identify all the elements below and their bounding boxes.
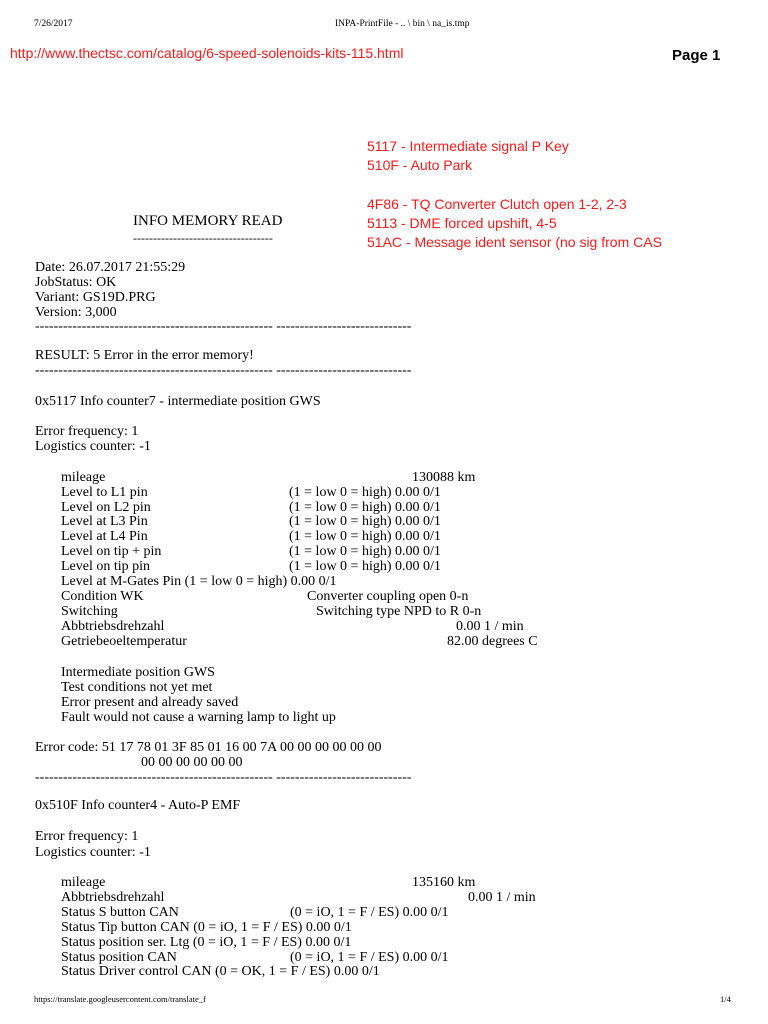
error1-row-value: (1 = low 0 = high) 0.00 0/1 [289,485,441,500]
error1-row-value: (1 = low 0 = high) 0.00 0/1 [289,544,441,559]
condition-line: Intermediate position GWS [61,665,215,680]
notes-group-2 [367,195,662,252]
notes-group-1 [367,137,569,175]
error1-row-value: (1 = low 0 = high) 0.00 0/1 [289,514,441,529]
error2-logistics: Logistics counter: -1 [35,845,151,860]
error1-row-value: 130088 km [412,470,476,485]
error2-frequency: Error frequency: 1 [35,829,139,844]
error2-row-value: 0.00 1 / min [468,890,536,905]
separator: --------------------------------------------------- ----------------------------- [35,770,412,785]
error1-row-label: Level on L2 pin [61,500,151,515]
info-date: Date: 26.07.2017 21:55:29 [35,260,186,275]
doc-heading: INFO MEMORY READ [133,213,283,229]
error2-row-value: (0 = iO, 1 = F / ES) 0.00 0/1 [290,950,449,965]
job-info [35,260,185,320]
error1-row-value: 0.00 1 / min [456,619,524,634]
error2-row-value: 135160 km [412,875,476,890]
error2-row-label: Abbtriebsdrehzahl [61,890,165,905]
error1-row-label: Level to L1 pin [61,485,148,500]
error1-row-label: Level at M-Gates Pin (1 = low 0 = high) 0.00 0/1 [61,574,337,589]
error2-title: 0x510F Info counter4 - Auto-P EMF [35,798,241,813]
error2-row-value: (0 = iO, 1 = F / ES) 0.00 0/1 [290,905,449,920]
error1-row-label: Level on tip pin [61,559,151,574]
error1-row-value: (1 = low 0 = high) 0.00 0/1 [289,529,441,544]
error1-row-value: (1 = low 0 = high) 0.00 0/1 [289,559,441,574]
error1-logistics: Logistics counter: -1 [35,439,151,454]
error1-row-label: Switching [61,604,118,619]
note: 510F - Auto Park [367,157,473,173]
error1-code-line2: 00 00 00 00 00 00 [141,755,243,770]
error2-row-label: Status S button CAN [61,905,179,920]
print-title: INPA-PrintFile - .. \ bin \ na_is.tmp [335,19,470,29]
error1-frequency: Error frequency: 1 [35,424,139,439]
error1-code-line1: Error code: 51 17 78 01 3F 85 01 16 00 7A 00 00 00 00 00 00 [35,740,382,755]
error1-conditions [61,665,336,725]
error1-row-value: Converter coupling open 0-n [307,589,469,604]
error1-row-value: Switching type NPD to R 0-n [316,604,482,619]
footer-url: https://translate.googleusercontent.com/translate_f [34,994,206,1004]
error2-row-label: Status Tip button CAN (0 = iO, 1 = F / ES) 0.00 0/1 [61,920,352,935]
separator: --------------------------------------------------- ----------------------------- [35,363,412,378]
print-date: 7/26/2017 [34,19,73,29]
error1-row-label: Condition WK [61,589,144,604]
info-variant: Variant: GS19D.PRG [35,290,156,305]
footer-page-count: 1/4 [720,994,731,1004]
separator: --------------------------------------------------- ----------------------------- [35,319,412,334]
info-version: Version: 3,000 [35,305,117,320]
error1-row-label: Getriebeoeltemperatur [61,634,187,649]
error1-row-label: Level at L3 Pin [61,514,148,529]
condition-line: Test conditions not yet met [61,680,213,695]
error1-row-label: mileage [61,470,106,485]
note: 51AC - Message ident sensor (no sig from CAS [367,234,662,250]
note: 4F86 - TQ Converter Clutch open 1-2, 2-3 [367,196,627,212]
error2-row-label: Status Driver control CAN (0 = OK, 1 = F / ES) 0.00 0/1 [61,964,380,979]
error1-row-label: Abbtriebsdrehzahl [61,619,165,634]
error1-row-label: Level on tip + pin [61,544,162,559]
error1-row-value: (1 = low 0 = high) 0.00 0/1 [289,500,441,515]
page-label: Page 1 [672,47,721,64]
condition-line: Fault would not cause a warning lamp to light up [61,710,336,725]
error2-row-label: mileage [61,875,106,890]
note: 5117 - Intermediate signal P Key [367,138,569,154]
info-jobstatus: JobStatus: OK [35,275,117,290]
error1-row-label: Level at L4 Pin [61,529,148,544]
source-url: http://www.thectsc.com/catalog/6-speed-solenoids-kits-115.html [10,45,404,61]
error2-row-label: Status position CAN [61,950,177,965]
condition-line: Error present and already saved [61,695,239,710]
error1-row-value: 82.00 degrees C [447,634,538,649]
heading-rule: ----------------------------------- [133,231,273,245]
result-line: RESULT: 5 Error in the error memory! [35,348,254,363]
error1-title: 0x5117 Info counter7 - intermediate position GWS [35,394,321,409]
note: 5113 - DME forced upshift, 4-5 [367,215,557,231]
error2-row-label: Status position ser. Ltg (0 = iO, 1 = F / ES) 0.00 0/1 [61,935,352,950]
